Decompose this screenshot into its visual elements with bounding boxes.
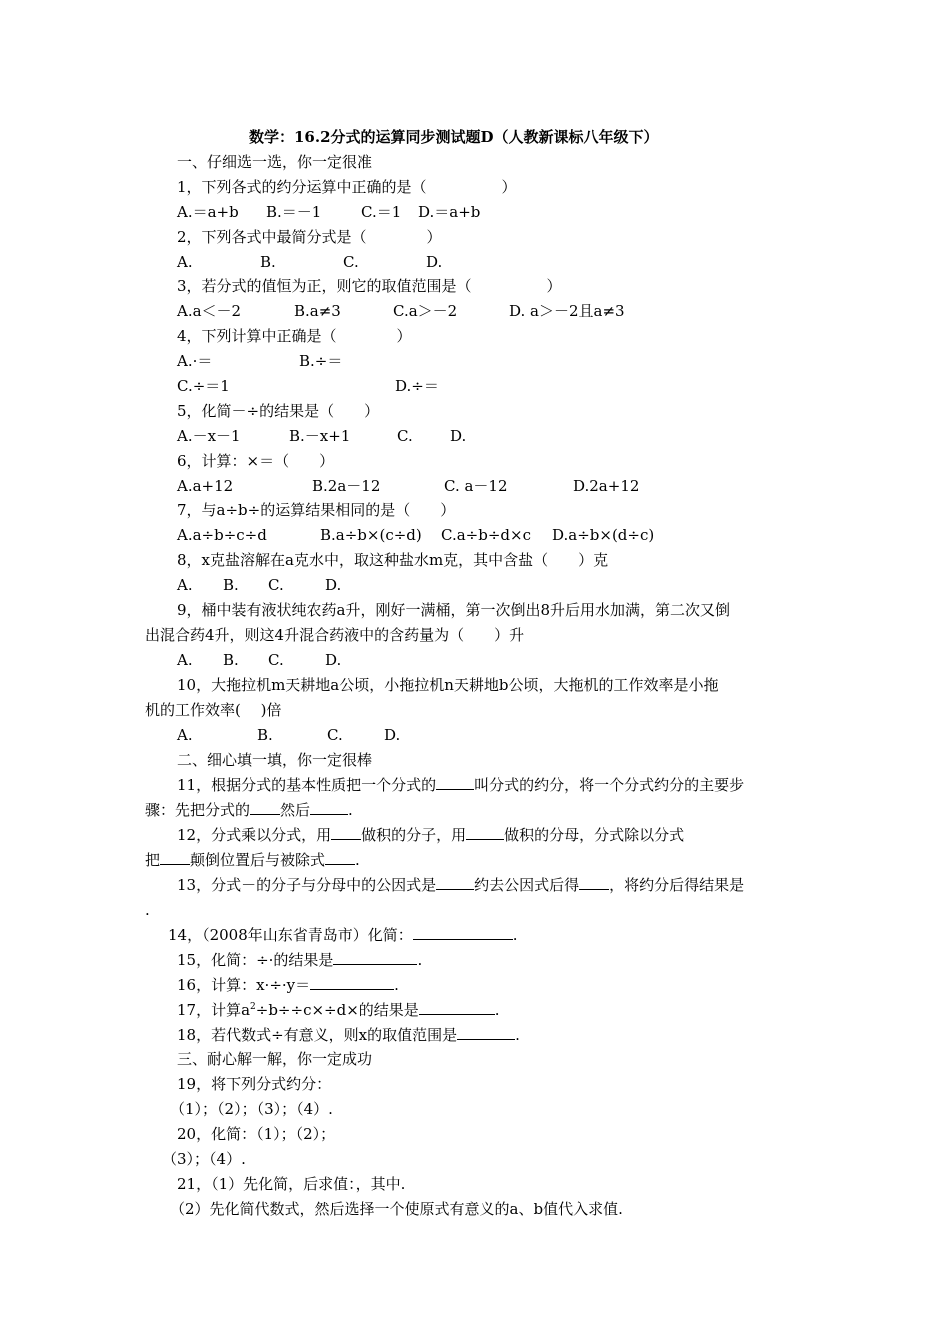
question-12-line-1: [177, 825, 684, 845]
question-4: 4，下列计算中正确是（ ）: [177, 327, 412, 345]
answer-blank[interactable]: [310, 975, 394, 990]
answer-blank[interactable]: [160, 850, 190, 865]
question-3: 3，若分式的值恒为正，则它的取值范围是（ ）: [177, 277, 562, 295]
q9-option-a: A.: [177, 651, 193, 669]
q6-option-c: C. a－12: [444, 477, 508, 495]
section-2-heading: 二、细心填一填，你一定很棒: [177, 751, 373, 769]
answer-blank[interactable]: [413, 925, 513, 940]
q1-option-b: B.＝－1: [266, 203, 322, 221]
question-20-line-1: 20，化简：（1）；（2）；: [177, 1125, 336, 1143]
q5-option-a: A.－x－1: [177, 427, 241, 445]
q12-text-4: 把: [145, 851, 161, 869]
question-2: 2，下列各式中最简分式是（ ）: [177, 228, 442, 246]
q8-option-a: A.: [177, 576, 193, 594]
q7-option-c: C.a÷b÷d×c: [441, 526, 531, 544]
question-19-parts: （1）；（2）；（3）；（4）.: [170, 1100, 333, 1118]
question-5: 5，化简－÷的结果是（ ）: [177, 402, 380, 420]
q1-option-a: A.＝a+b: [177, 203, 239, 221]
q12-text-2: 做积的分子，用: [361, 826, 467, 844]
question-21-part-2: （2）先化简代数式，然后选择一个使原式有意义的a、b值代入求值.: [170, 1200, 623, 1218]
q4-option-d: D.÷＝: [395, 377, 439, 395]
q11-text-5: .: [348, 801, 353, 819]
question-21-part-1: 21，（1）先化简，后求值：，其中.: [177, 1175, 406, 1193]
q4-option-b: B.÷＝: [299, 352, 343, 370]
answer-blank[interactable]: [457, 1025, 515, 1040]
answer-blank[interactable]: [579, 875, 609, 890]
q6-option-d: D.2a+12: [573, 477, 640, 495]
q1-option-c: C.＝1: [361, 203, 402, 221]
q7-option-d: D.a÷b×(d÷c): [552, 526, 655, 544]
q1-option-d: D.＝a+b: [418, 203, 481, 221]
q6-option-a: A.a+12: [177, 477, 234, 495]
q10-option-c: C.: [327, 726, 343, 744]
answer-blank[interactable]: [331, 825, 361, 840]
question-11-line-1: [177, 775, 744, 795]
q16-end: .: [394, 976, 399, 994]
question-14: [168, 925, 518, 945]
q8-option-b: B.: [223, 576, 239, 594]
section-3-heading: 三、耐心解一解，你一定成功: [177, 1050, 373, 1068]
question-15: [177, 950, 422, 970]
q2-option-b: B.: [260, 253, 276, 271]
q13-text-1: 13，分式－的分子与分母中的公因式是: [177, 876, 437, 894]
q7-option-b: B.a÷b×(c÷d): [320, 526, 422, 544]
question-6: 6，计算：×＝（ ）: [177, 452, 335, 470]
section-1-heading: 一、仔细选一选，你一定很准: [177, 153, 373, 171]
q2-option-a: A.: [177, 253, 193, 271]
q16-text: 16，计算：x·÷·y＝: [177, 976, 311, 994]
q13-text-2: 约去公因式后得: [474, 876, 580, 894]
answer-blank[interactable]: [250, 800, 280, 815]
q5-option-d: D.: [450, 427, 467, 445]
question-10-line-1: 10，大拖拉机m天耕地a公顷，小拖拉机n天耕地b公顷，大拖机的工作效率是小拖: [177, 676, 719, 694]
q3-option-a: A.a＜－2: [177, 302, 242, 320]
q18-text: 18，若代数式÷有意义，则x的取值范围是: [177, 1026, 458, 1044]
answer-blank[interactable]: [333, 950, 417, 965]
q5-option-b: B.－x+1: [289, 427, 351, 445]
question-18: [177, 1025, 520, 1045]
question-9-line-2: 出混合药4升，则这4升混合药液中的含药量为（ ）升: [145, 626, 525, 644]
q12-text-3: 做积的分母，分式除以分式: [504, 826, 685, 844]
question-7: 7，与a÷b÷的运算结果相同的是（ ）: [177, 501, 456, 519]
question-17: [177, 1000, 500, 1020]
q4-option-a: A.·＝: [177, 352, 213, 370]
question-13-line-2: .: [145, 901, 150, 919]
answer-blank[interactable]: [436, 775, 474, 790]
q8-option-c: C.: [268, 576, 284, 594]
q2-option-c: C.: [343, 253, 359, 271]
answer-blank[interactable]: [310, 800, 348, 815]
q10-option-a: A.: [177, 726, 193, 744]
question-9-line-1: 9，桶中装有液状纯农药a升，刚好一满桶，第一次倒出8升后用水加满，第二次又倒: [177, 601, 731, 619]
q3-option-b: B.a≠3: [294, 302, 341, 320]
q17-exponent: 2: [250, 1002, 256, 1012]
q3-option-d: D. a＞－2且a≠3: [509, 302, 625, 320]
q17-text-1: 17，计算a: [177, 1001, 251, 1019]
q14-end: .: [512, 926, 518, 944]
q12-text-6: .: [355, 851, 360, 869]
q15-text: 15，化简：÷·的结果是: [177, 951, 334, 969]
q17-end: .: [494, 1001, 500, 1019]
answer-blank[interactable]: [325, 850, 355, 865]
answer-blank[interactable]: [466, 825, 504, 840]
q11-text-3: 骤：先把分式的: [145, 801, 251, 819]
question-13-line-1: [177, 875, 744, 895]
q3-option-c: C.a＞－2: [393, 302, 458, 320]
answer-blank[interactable]: [436, 875, 474, 890]
question-11-line-2: [145, 800, 353, 820]
document-title: 数学：16.2分式的运算同步测试题D（人教新课标八年级下）: [249, 128, 659, 146]
question-19: 19，将下列分式约分：: [177, 1075, 332, 1093]
question-12-line-2: [145, 850, 360, 870]
answer-blank[interactable]: [419, 1000, 495, 1015]
q10-option-d: D.: [384, 726, 401, 744]
question-16: [177, 975, 399, 995]
q11-text-1: 11，根据分式的基本性质把一个分式的: [177, 776, 437, 794]
question-20-line-2: （3）；（4）.: [162, 1150, 246, 1168]
q9-option-d: D.: [325, 651, 342, 669]
q12-text-1: 12，分式乘以分式，用: [177, 826, 332, 844]
q15-end: .: [417, 951, 423, 969]
q5-option-c: C.: [397, 427, 413, 445]
q9-option-b: B.: [223, 651, 239, 669]
q9-option-c: C.: [268, 651, 284, 669]
question-1: 1，下列各式的约分运算中正确的是（ ）: [177, 178, 517, 196]
q11-text-4: 然后: [280, 801, 311, 819]
q10-option-b: B.: [257, 726, 273, 744]
q8-option-d: D.: [325, 576, 342, 594]
question-8: 8，x克盐溶解在a克水中，取这种盐水m克，其中含盐（ ）克: [177, 551, 609, 569]
q6-option-b: B.2a－12: [312, 477, 381, 495]
q13-text-3: ，将约分后得结果是: [609, 876, 745, 894]
q7-option-a: A.a÷b÷c÷d: [177, 526, 267, 544]
q2-option-d: D.: [426, 253, 443, 271]
q18-end: .: [515, 1026, 520, 1044]
q4-option-c: C.÷＝1: [177, 377, 230, 395]
q17-text-2: ÷b÷÷c×÷d×的结果是: [255, 1001, 419, 1019]
question-10-line-2: 机的工作效率( )倍: [145, 701, 282, 719]
q14-text: 14，（2008年山东省青岛市）化简：: [168, 926, 413, 944]
q11-text-2: 叫分式的约分，将一个分式约分的主要步: [474, 776, 745, 794]
q12-text-5: 颠倒位置后与被除式: [190, 851, 326, 869]
